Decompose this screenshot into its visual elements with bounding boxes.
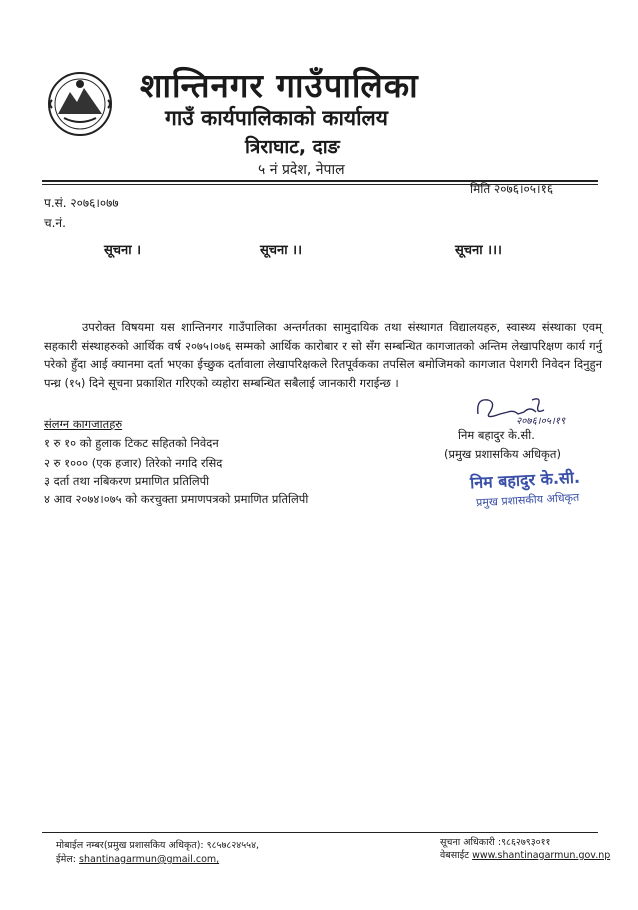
municipality-emblem-logo [44, 70, 116, 138]
signature-date: २०७६।०५।१९ [516, 416, 566, 427]
footer-email-line [56, 852, 219, 865]
handwritten-signature [470, 392, 590, 428]
footer-website-line [440, 848, 610, 861]
notice-body: उपरोक्त विषयमा यस शान्तिनगर गाउँपालिका अन्तर्गतका सामुदायिक तथा संस्थागत विद्यालयहरु, स्वास्थ्य संस्थाका एवम् सहकारी संस्थाहरुको आर्थिक वर्ष २०७५।०७६ सम्मको आर्थिक कारोबार र सो सँग सम्बन्धित कागजातको अन्तिम लेखापरिक्षण कार्य गर्नु परेको हुँदा आई क्यानमा दर्ता भएका ईच्छुक दर्तावाला लेखापरिक्षकले रितपूर्वकका तपसिल बमोजिमको कागजात पेशगरी निवेदन दिनुहुन पन्ध्र (१५) दिने सूचना प्रकाशित गरिएको व्यहोरा सम्बन्धित सबैलाई जानकारी गराईन्छ । [44, 320, 602, 390]
footer-website-label: वेबसाईट [440, 850, 470, 861]
stamp-title: प्रमुख प्रशासकीय अधिकृत [475, 490, 580, 510]
office-location: त्रिराघाट, दाङ [245, 136, 340, 158]
enclosure-item: १ रु १० को हुलाक टिकट सहितको निवेदन [44, 436, 219, 450]
footer-email-label: ईमेल: [56, 854, 76, 865]
officer-name: निम बहादुर के.सी. [458, 428, 535, 442]
notice-label-2: सूचना ।। [260, 243, 303, 258]
enclosures-heading: संलग्न कागजातहरु [44, 417, 123, 431]
notice-label-3: सूचना ।।। [455, 243, 502, 258]
footer-divider [42, 832, 598, 833]
municipality-name: शान्तिनगर गाउँपालिका [140, 66, 419, 105]
province-line: ५ नं प्रदेश, नेपाल [258, 162, 345, 178]
reference-number: प.सं. २०७६।०७७ [44, 196, 119, 210]
notice-label-1: सूचना । [104, 243, 142, 258]
dispatch-number: च.नं. [44, 216, 66, 230]
footer-info-officer: सूचना अधिकारी :९८६२७९३०११ [440, 837, 551, 848]
footer-email-link[interactable]: shantinagarmun@gmail.com, [79, 854, 220, 865]
footer-mobile: मोबाईल नम्बर(प्रमुख प्रशासकिय अधिकृत): ९८५७८२४५५४, [56, 840, 260, 851]
officer-title: (प्रमुख प्रशासकिय अधिकृत) [444, 447, 561, 461]
official-stamp [470, 468, 600, 514]
office-name: गाउँ कार्यपालिकाको कार्यालय [165, 106, 388, 130]
stamp-name: निम बहादुर के.सी. [469, 467, 581, 493]
enclosure-item: २ रु १००० (एक हजार) तिरेको नगदि रसिद [44, 456, 223, 470]
enclosure-item: ३ दर्ता तथा नबिकरण प्रमाणित प्रतिलिपी [44, 474, 210, 488]
letter-date: मिति २०७६।०५।१६ [470, 182, 554, 196]
footer-website-link[interactable]: www.shantinagarmun.gov.np [472, 850, 611, 861]
enclosure-item: ४ आव २०७४।०७५ को करचुक्ता प्रमाणपत्रको प्रमाणित प्रतिलिपी [44, 492, 309, 506]
